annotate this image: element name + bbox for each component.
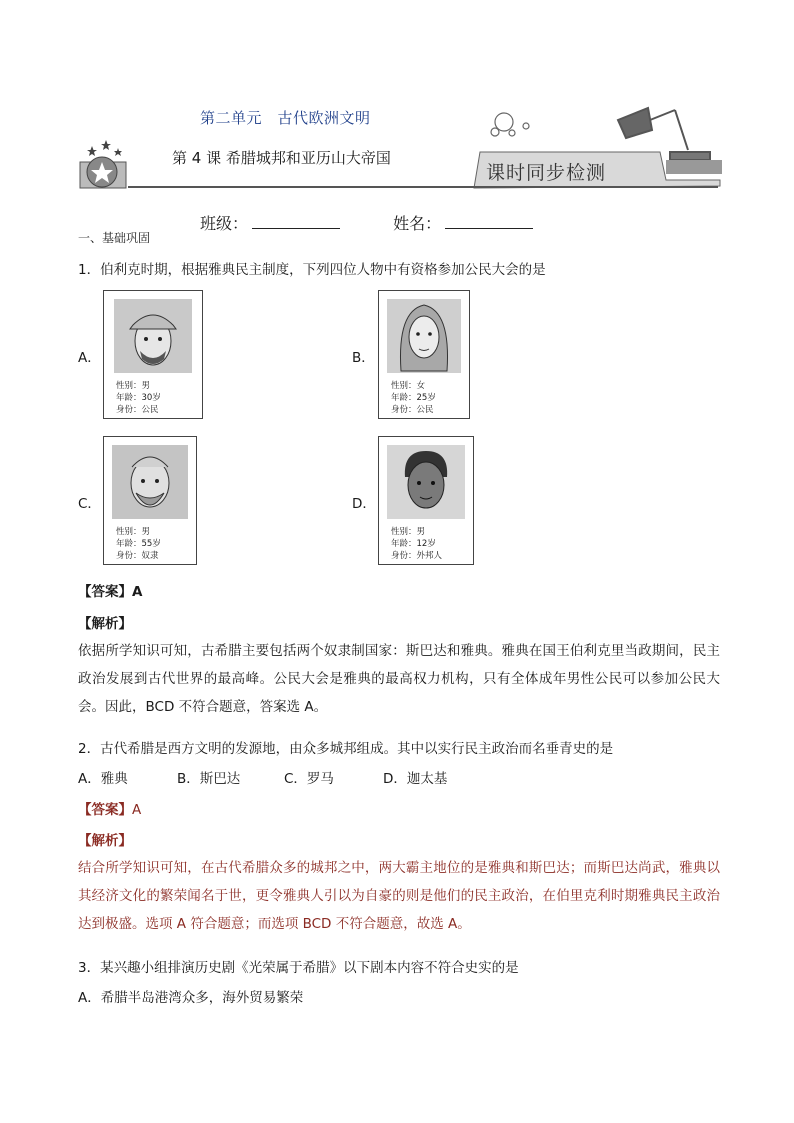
class-blank: [252, 214, 340, 229]
q1-option-c-card: [103, 436, 197, 565]
q2-option-c: C．罗马: [284, 771, 334, 787]
woman-portrait-icon: [379, 291, 469, 376]
q2-answer-value: A: [132, 802, 142, 818]
old-man-portrait-icon: [104, 437, 196, 522]
q2-option-a: A．雅典: [78, 771, 128, 787]
q2-stem: 2．古代希腊是西方文明的发源地，由众多城邦组成。其中以实行民主政治而名垂青史的是: [78, 741, 614, 757]
q2-option-b: B．斯巴达: [177, 771, 241, 787]
student-fields: [200, 211, 581, 234]
q1-c-gender: 性别：男: [116, 527, 151, 537]
star-emblem-icon: [80, 140, 126, 188]
name-blank: [445, 214, 533, 229]
q2-answer: [78, 798, 141, 818]
q1-option-c-letter: C．: [78, 496, 101, 512]
q3-option-a: A．希腊半岛港湾众多，海外贸易繁荣: [78, 990, 304, 1006]
q1-option-b-card: [378, 290, 470, 419]
q1-answer: 【答案】A: [78, 584, 143, 600]
q1-a-gender: 性别：男: [116, 381, 151, 391]
q1-d-age: 年龄：12岁: [391, 539, 436, 549]
q1-b-age: 年龄：25岁: [391, 393, 436, 403]
q1-c-identity: 身份：奴隶: [116, 551, 159, 561]
header-decoration: [70, 100, 730, 195]
q2-options: [78, 767, 447, 787]
lesson-title: 第 4 课 希腊城邦和亚历山大帝国: [172, 149, 391, 167]
q1-option-a-letter: A．: [78, 350, 101, 366]
badge-label: 课时同步检测: [486, 162, 607, 184]
q1-option-b-letter: B．: [352, 350, 375, 366]
class-label: 班级：: [200, 214, 249, 233]
bubbles-icon: [491, 113, 529, 136]
q1-a-age: 年龄：30岁: [116, 393, 161, 403]
q2-analysis: 结合所学知识可知，在古代希腊众多的城邦之中，两大霸主地位的是雅典和斯巴达；而斯巴达尚武，雅典以其经济文化的繁荣闻名于世，更令雅典人引以为自豪的则是他们的民主政治，在伯里克利时期雅典民主政治达到极盛。选项 A 符合题意；而选项 BCD 不符合题意，故选 A。: [78, 860, 720, 932]
q1-b-identity: 身份：公民: [391, 405, 434, 415]
man-with-cap-portrait-icon: [104, 291, 202, 376]
lamp-bubble-illustration: [70, 100, 730, 195]
q2-answer-label: 【答案】: [78, 802, 132, 818]
section-title: 一、基础巩固: [78, 231, 151, 245]
q1-b-gender: 性别：女: [391, 381, 426, 391]
q1-analysis: 依据所学知识可知，古希腊主要包括两个奴隶制国家：斯巴达和雅典。雅典在国王伯利克里当政期间，民主政治发展到古代世界的最高峰。公民大会是雅典的最高权力机构，只有全体成年男性公民可以参加公民大会。因此，BCD 不符合题意，答案选 A。: [78, 643, 720, 715]
q1-stem: 1．伯利克时期，根据雅典民主制度，下列四位人物中有资格参加公民大会的是: [78, 262, 546, 278]
q2-analysis-label: 【解析】: [78, 833, 132, 849]
q3-stem: 3．某兴趣小组排演历史剧《光荣属于希腊》以下剧本内容不符合史实的是: [78, 960, 519, 976]
q1-option-d-letter: D．: [352, 496, 376, 512]
q1-option-a-card: [103, 290, 203, 419]
name-label: 姓名：: [393, 214, 442, 233]
q1-d-identity: 身份：外邦人: [391, 551, 443, 561]
boy-portrait-icon: [379, 437, 473, 522]
q1-a-identity: 身份：公民: [116, 405, 159, 415]
unit-title: 第二单元 古代欧洲文明: [200, 109, 371, 127]
header-divider: [128, 186, 718, 188]
q2-option-d: D．迦太基: [383, 771, 448, 787]
q1-d-gender: 性别：男: [391, 527, 426, 537]
q1-c-age: 年龄：55岁: [116, 539, 161, 549]
q1-option-d-card: [378, 436, 474, 565]
q1-analysis-label: 【解析】: [78, 616, 132, 632]
